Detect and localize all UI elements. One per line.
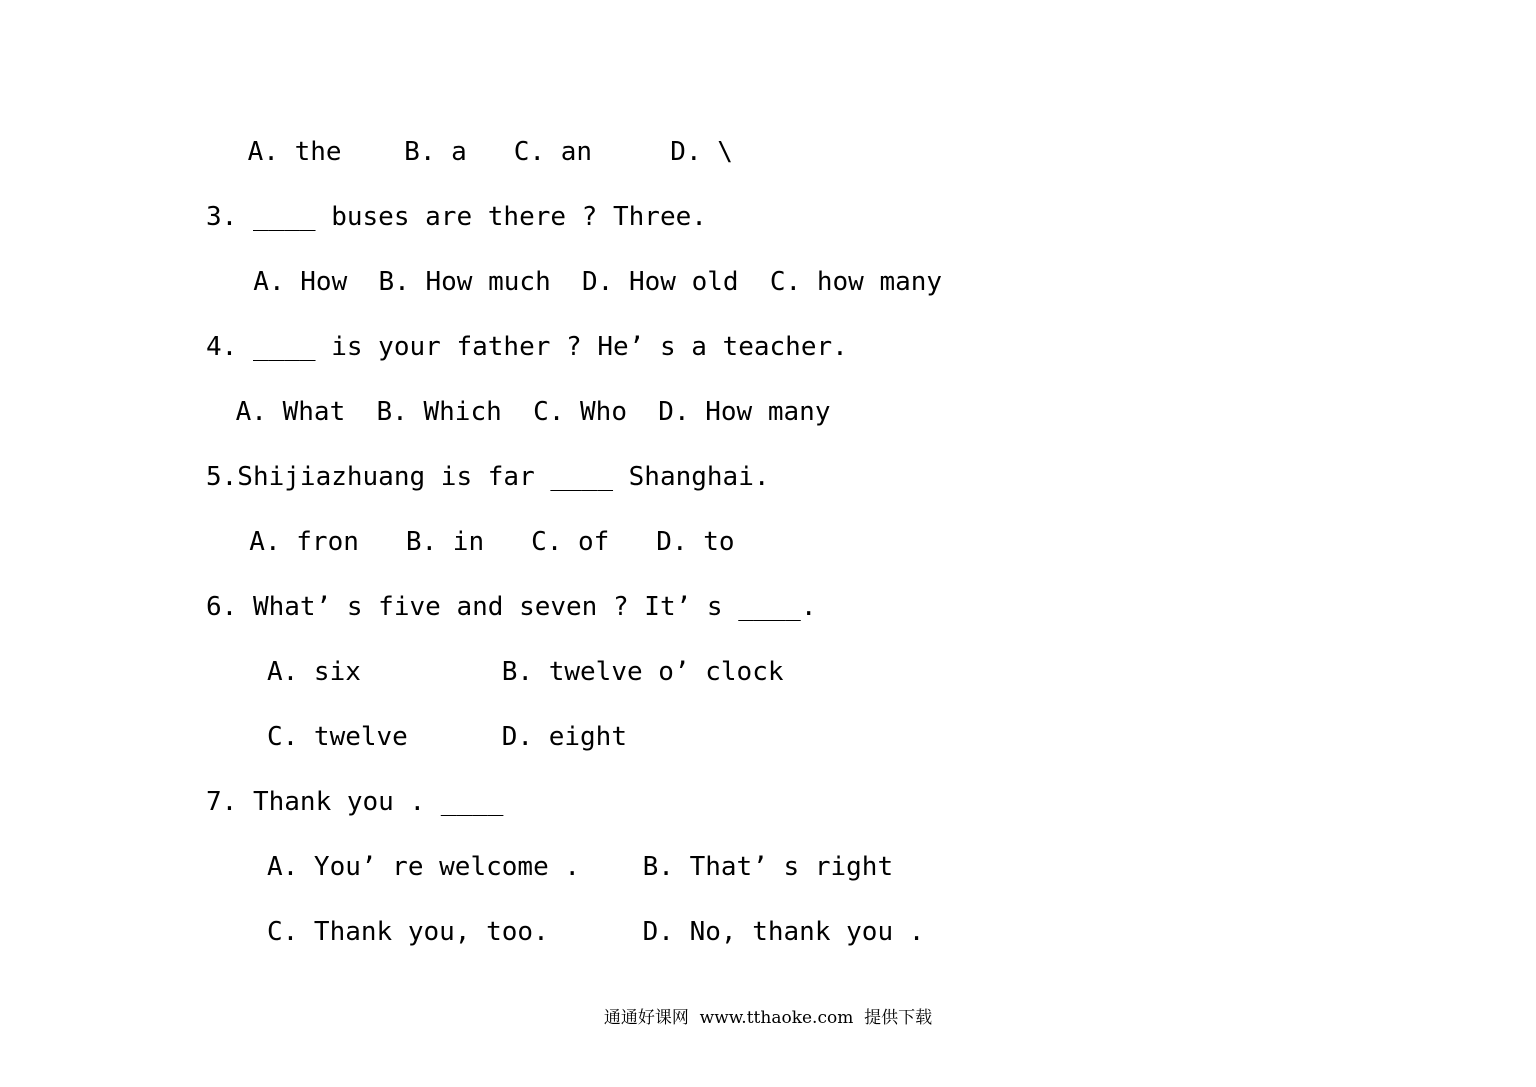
question-4-text: 4. ____ is your father ? He’ s a teacher. [206, 332, 848, 362]
question-4-options: A. What B. Which C. Who D. How many [220, 397, 831, 427]
question-5-text: 5.Shijiazhuang is far ____ Shanghai. [206, 462, 770, 492]
question-7-options-row2: C. Thank you, too. D. No, thank you . [220, 917, 925, 947]
question-3-options: A. How B. How much D. How old C. how many [222, 267, 943, 297]
question-2-options: A. the B. a C. an D. \ [232, 137, 733, 167]
page-footer: 通通好课网 www.tthaoke.com 提供下载 [603, 1008, 933, 1028]
question-3-text: 3. ____ buses are there ? Three. [206, 202, 707, 232]
question-6-options-row2: C. twelve D. eight [220, 722, 627, 752]
question-5-options: A. fron B. in C. of D. to [218, 527, 735, 557]
question-7-text: 7. Thank you . ____ [206, 787, 504, 817]
question-7-options-row1: A. You’ re welcome . B. That’ s right [220, 852, 894, 882]
question-6-options-row1: A. six B. twelve o’ clock [220, 657, 784, 687]
question-6-text: 6. What’ s five and seven ? It’ s ____. [206, 592, 817, 622]
